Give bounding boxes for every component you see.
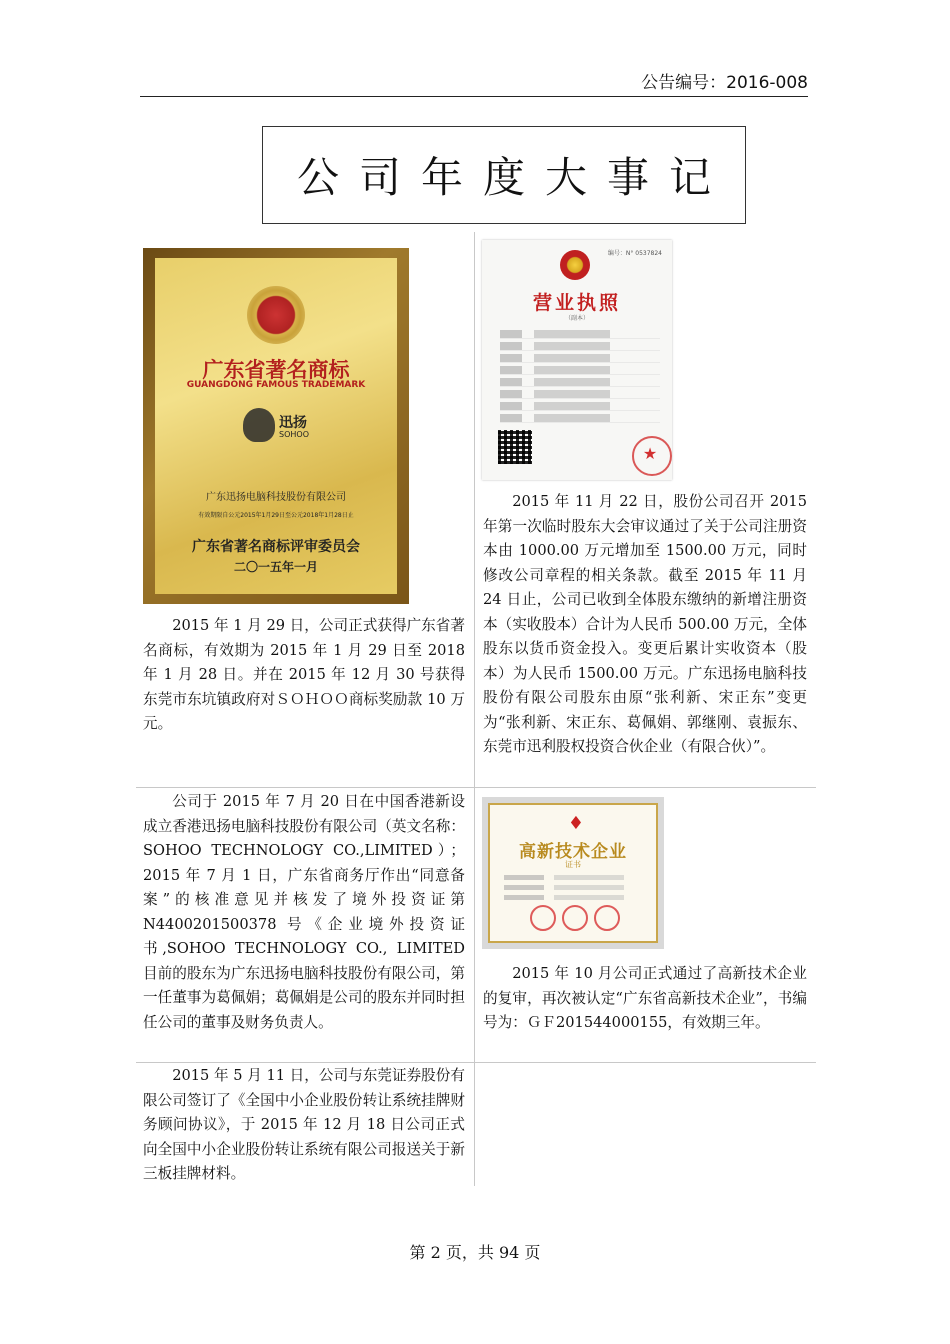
license-title: 营业执照 [532,292,621,314]
license-field [500,402,660,411]
national-emblem-icon [560,250,590,280]
qr-code-icon [498,430,532,464]
table-divider-row-1 [136,787,816,788]
high-tech-certificate-photo [482,797,664,949]
license-field [500,330,660,339]
plaque-title-en: GUANGDONG FAMOUS TRADEMARK [186,380,366,390]
license-fields [500,330,660,426]
sohoo-logo-icon [243,408,275,442]
business-license-photo [482,240,672,480]
certificate-field [504,895,644,900]
plaque-date: 二〇一五年一月 [233,560,318,574]
plaque-title-cn: 广东省著名商标 [202,358,350,382]
certificate-subtitle: 证书 [565,860,581,869]
certificate-fields [504,875,644,905]
paragraph-capital-increase: 2015 年 11 月 22 日，股份公司召开 2015 年第一次临时股东大会审议通过了关于公司注册资本由 1000.00 万元增加至 1500.00 万元，同时修改公司章程的相关条款。截至 2015 年 11 月 24 日止，公司已收到全体股东缴纳的新增注册资本（实收股本）合计为人民币 500.00 万元，全体股东以货币资金投入。变更后累计实收资本（股本）为人民币 1500.00 万元。广东迅扬电脑科技股份有限公司股东由原“张利新、宋正东”变更为“张利新、宋正东、葛佩娟、郭继刚、袁振东、东莞市迅利股权投资合伙企业（有限合伙）”。 [483,493,807,755]
trademark-plaque-photo [143,248,409,604]
license-field [500,390,660,399]
page-title: 公司年度大事记 [296,153,731,202]
plaque-inner [155,258,397,594]
license-field [500,342,660,351]
plaque-committee: 广东省著名商标评审委员会 [192,539,360,555]
plaque-company: 广东迅扬电脑科技股份有限公司 [206,492,346,503]
plaque-logo-cn: 迅扬 [279,415,307,431]
plaque-logo-en: SOHOO [279,430,309,439]
title-box [262,126,746,224]
table-divider-vertical [474,232,475,1186]
seal-icon [562,905,588,931]
page-header [140,64,808,97]
license-field [500,366,660,375]
paragraph-high-tech: 2015 年 10 月公司正式通过了高新技术企业的复审，再次被认定“广东省高新技术企业”，书编号为：ＧＦ201544000155，有效期三年。 [483,965,807,1031]
emblem-icon [247,286,305,344]
certificate-field [504,875,644,880]
certificate-title: 高新技术企业 [519,842,627,862]
license-subtitle: （副本） [564,315,589,322]
license-field [500,414,660,423]
license-field [500,378,660,387]
table-divider-row-2 [136,1062,816,1063]
certificate-field [504,885,644,890]
seal-icon [594,905,620,931]
license-number: 编号：N° 0537824 [607,250,662,257]
paragraph-trademark: 2015 年 1 月 29 日，公司正式获得广东省著名商标，有效期为 2015 年 1 月 29 日至 2018 年 1 月 28 日。并在 2015 年 12 月 30 号获得东莞市东坑镇政府对ＳＯＨＯＯ商标奖励款 10 万元。 [143,617,465,732]
paragraph-neeq-listing: 2015 年 5 月 11 日，公司与东莞证券股份有限公司签订了《全国中小企业股份转让系统挂牌财务顾问协议》，于 2015 年 12 月 18 日公司正式向全国中小企业股份转让系统有限公司报送关于新三板挂牌材料。 [143,1067,465,1182]
seal-star-icon: ★ [642,444,658,463]
page-footer: 第 2 页，共 94 页 [409,1243,541,1262]
flame-logo-icon: ♦ [567,813,585,834]
seal-icon [530,905,556,931]
plaque-validity: 有效期限自公元2015年1月29日至公元2018年1月28日止 [198,512,354,519]
paragraph-hongkong-subsidiary: 公司于 2015 年 7 月 20 日在中国香港新设成立香港迅扬电脑科技股份有限公司（英文名称：SOHOO TECHNOLOGY CO.,LIMITED）；2015 年 7 月 1 日，广东省商务厅作出“同意备案”的核准意见并核发了境外投资证第 N4400201500378 号《企业境外投资证书,SOHOO TECHNOLOGY CO., LIMITED 目前的股东为广东迅扬电脑科技股份有限公司，第一任董事为葛佩娟；葛佩娟是公司的股东并同时担任公司的董事及财务负责人。 [143,793,465,1031]
announcement-number: 公告编号：2016-008 [641,73,808,93]
certificate-inner [488,803,658,943]
license-field [500,354,660,363]
